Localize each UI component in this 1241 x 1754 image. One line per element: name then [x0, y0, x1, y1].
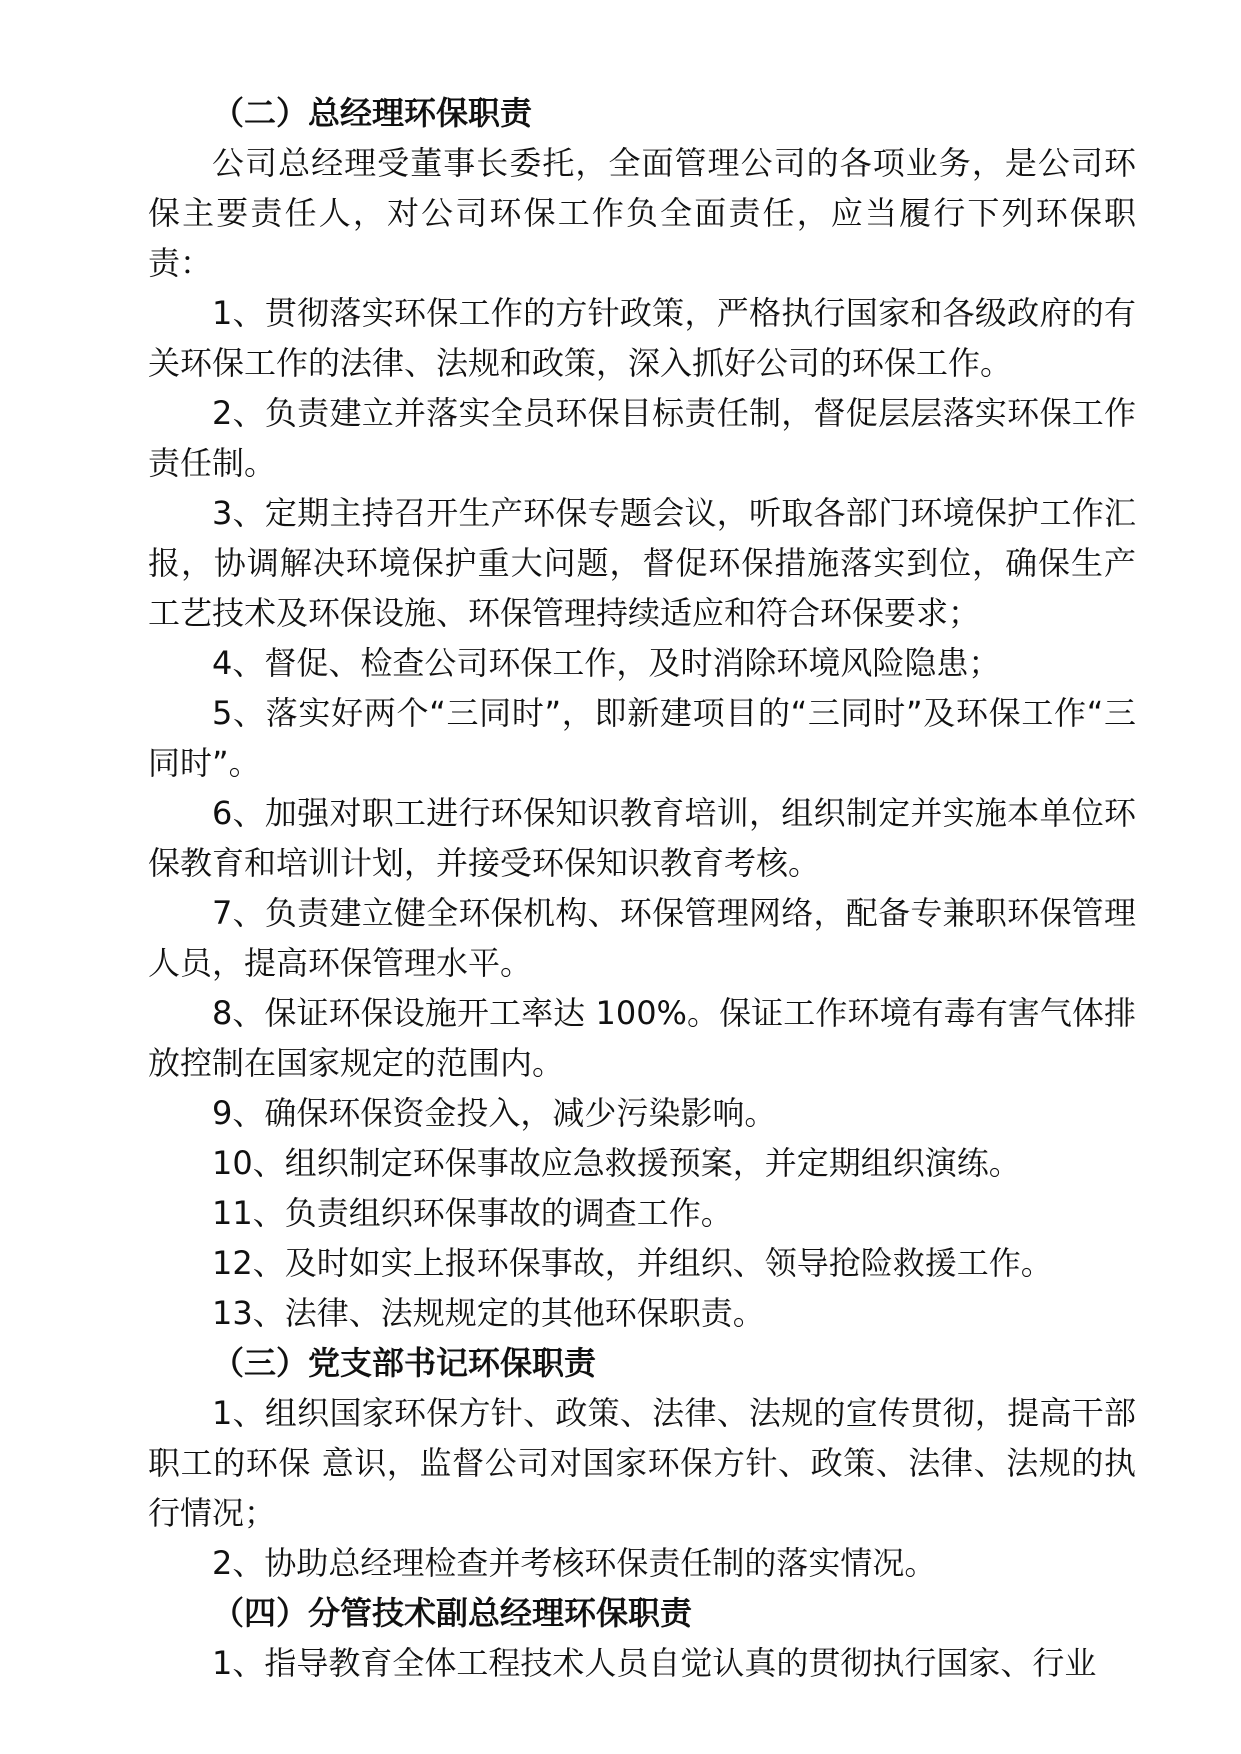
section-heading-general-manager: （二）总经理环保职责: [212, 94, 533, 132]
list-item: 1、指导教育全体工程技术人员自觉认真的贯彻执行国家、行业: [212, 1644, 1097, 1682]
list-item: 2、协助总经理检查并考核环保责任制的落实情况。: [212, 1544, 937, 1582]
list-item: 1、贯彻落实环保工作的方针政策，严格执行国家和各级政府的有关环保工作的法律、法规和政策，深入抓好公司的环保工作。: [148, 294, 1136, 382]
list-item: 11、负责组织环保事故的调查工作。: [212, 1194, 733, 1232]
list-item: 7、负责建立健全环保机构、环保管理网络，配备专兼职环保管理人员，提高环保管理水平。: [148, 894, 1136, 982]
list-item: 12、及时如实上报环保事故，并组织、领导抢险救援工作。: [212, 1244, 1053, 1282]
section-heading-party-secretary: （三）党支部书记环保职责: [212, 1344, 597, 1382]
section-heading-technical-deputy-manager: （四）分管技术副总经理环保职责: [212, 1594, 693, 1632]
list-item: 2、负责建立并落实全员环保目标责任制，督促层层落实环保工作责任制。: [148, 394, 1136, 482]
list-item: 13、法律、法规规定的其他环保职责。: [212, 1294, 765, 1332]
list-item: 9、确保环保资金投入，减少污染影响。: [212, 1094, 777, 1132]
list-item: 5、落实好两个“三同时”，即新建项目的“三同时”及环保工作“三同时”。: [148, 694, 1136, 782]
list-item: 8、保证环保设施开工率达 100%。保证工作环境有毒有害气体排放控制在国家规定的范围内。: [148, 994, 1136, 1082]
document-page: [148, 88, 1136, 1688]
list-item: 6、加强对职工进行环保知识教育培训，组织制定并实施本单位环保教育和培训计划，并接受环保知识教育考核。: [148, 794, 1136, 882]
list-item: 1、组织国家环保方针、政策、法律、法规的宣传贯彻，提高干部职工的环保 意识，监督公司对国家环保方针、政策、法律、法规的执行情况；: [148, 1394, 1136, 1532]
list-item: 4、督促、检查公司环保工作，及时消除环境风险隐患；: [212, 644, 1001, 682]
list-item: 3、定期主持召开生产环保专题会议，听取各部门环境保护工作汇报，协调解决环境保护重大问题，督促环保措施落实到位，确保生产工艺技术及环保设施、环保管理持续适应和符合环保要求；: [148, 494, 1136, 632]
paragraph: 公司总经理受董事长委托，全面管理公司的各项业务，是公司环保主要责任人，对公司环保工作负全面责任，应当履行下列环保职责：: [148, 144, 1136, 282]
list-item: 10、组织制定环保事故应急救援预案，并定期组织演练。: [212, 1144, 1021, 1182]
